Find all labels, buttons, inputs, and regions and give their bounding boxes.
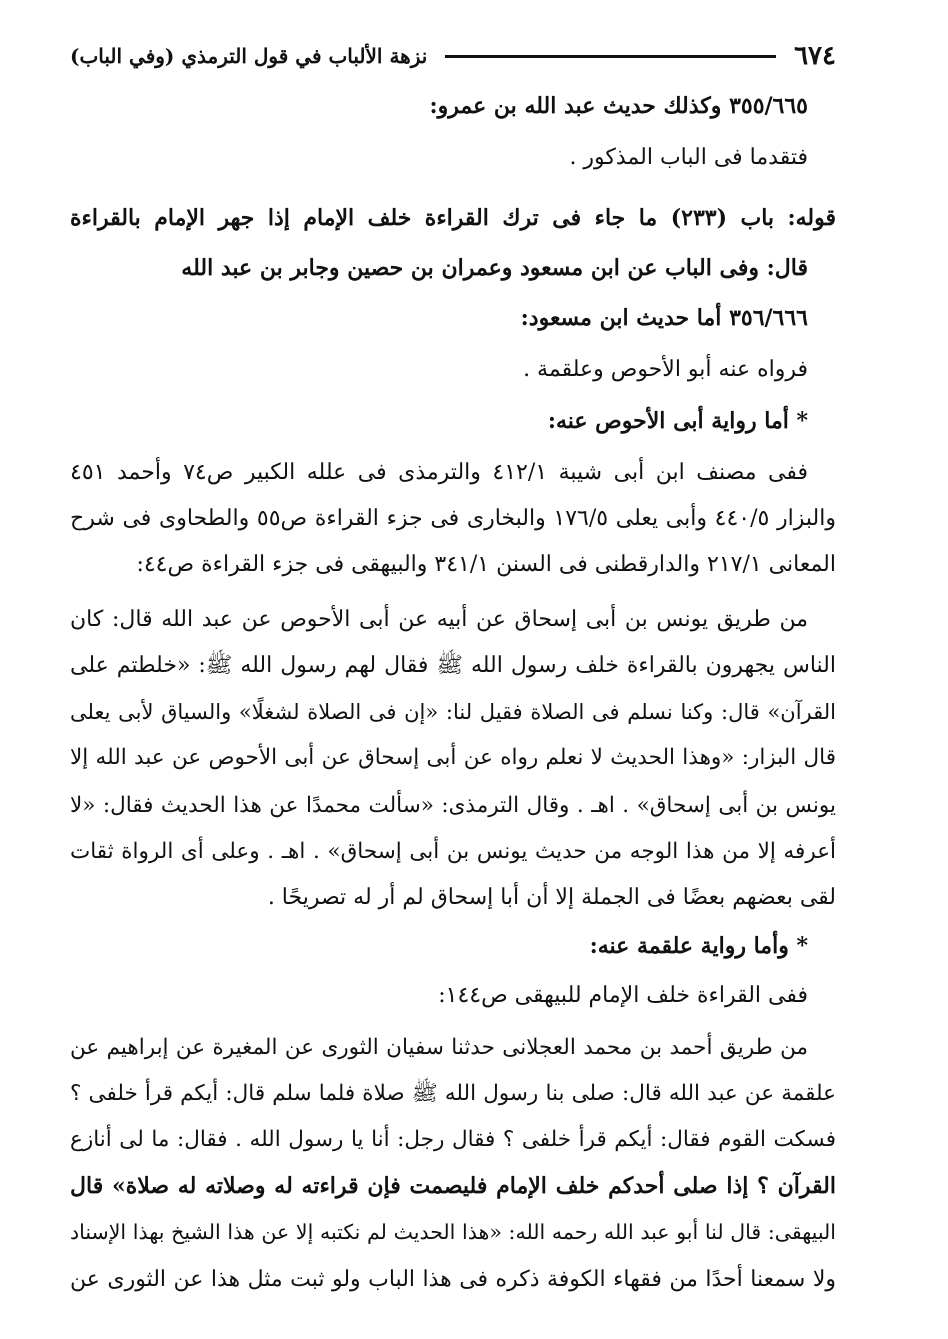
text-line: من طريق يونس بن أبى إسحاق عن أبيه عن أبى الأحوص عن عبد الله قال: كان (70, 607, 808, 632)
text-line: يونس بن أبى إسحاق» . اهـ . وقال الترمذى: «سألت محمدًا عن هذا الحديث فقال: «لا (70, 793, 836, 818)
text-line: قال: وفى الباب عن ابن مسعود وعمران بن حصين وجابر بن عبد الله (181, 255, 808, 281)
text-line: القرآن» قال: وكنا نسلم فى الصلاة فقيل لنا: «إن فى الصلاة لشغلًا» والسياق لأبى يعلى (70, 700, 836, 724)
subheading: * أما رواية أبى الأحوص عنه: (547, 408, 808, 434)
text-line: والبزار ٤٤٠/٥ وأبى يعلى ١٧٦/٥ والبخارى فى جزء القراءة ص٥٥ والطحاوى فى شرح (70, 506, 836, 531)
header-rule (445, 55, 776, 58)
text-line: المعانى ٢١٧/١ والدارقطنى فى السنن ٣٤١/١ والبيهقى فى جزء القراءة ص٤٤: (136, 552, 836, 577)
section-heading: قوله: باب (٢٣٣) ما جاء فى ترك القراءة خلف الإمام إذا جهر الإمام بالقراءة (70, 205, 836, 231)
text-line: القرآن ؟ إذا صلى أحدكم خلف الإمام فليصمت فإن قراءته له وصلاته له صلاة» قال (70, 1173, 836, 1199)
text-line: فتقدما فى الباب المذكور . (569, 145, 808, 170)
text-line: ولا سمعنا أحدًا من فقهاء الكوفة ذكره فى هذا الباب ولو ثبت مثل هذا عن الثورى عن (70, 1267, 836, 1292)
text-line: فرواه عنه أبو الأحوص وعلقمة . (523, 357, 808, 382)
text-line: لقى بعضهم بعضًا فى الجملة إلا أن أبا إسحاق لم أر له تصريحًا . (267, 885, 836, 910)
text-line: ٣٥٥/٦٦٥ وكذلك حديث عبد الله بن عمرو: (429, 93, 808, 119)
running-title: نزهة الألباب في قول الترمذي (وفي الباب) (70, 44, 428, 68)
text-line: من طريق أحمد بن محمد العجلانى حدثنا سفيان الثورى عن المغيرة عن إبراهيم عن (70, 1035, 808, 1060)
text-line: البيهقى: قال لنا أبو عبد الله رحمه الله: «هذا الحديث لم نكتبه إلا عن هذا الشيخ بهذا الإسناد (70, 1220, 836, 1244)
text-line: ٣٥٦/٦٦٦ أما حديث ابن مسعود: (520, 305, 808, 331)
text-line: ففى القراءة خلف الإمام للبيهقى ص١٤٤: (438, 983, 808, 1008)
text-line: ففى مصنف ابن أبى شيبة ٤١٢/١ والترمذى فى علله الكبير ص٧٤ وأحمد ٤٥١ (70, 460, 808, 485)
text-line: قال البزار: «وهذا الحديث لا نعلم رواه عن أبى إسحاق عن أبى الأحوص عن عبد الله إلا (70, 745, 836, 770)
text-line: فسكت القوم فقال: أيكم قرأ خلفى ؟ فقال رجل: أنا يا رسول الله . فقال: ما لى أنازع (70, 1127, 836, 1152)
text-line: الناس يجهرون بالقراءة خلف رسول الله ﷺ فقال لهم رسول الله ﷺ: «خلطتم على (70, 653, 836, 678)
page-header (70, 36, 836, 76)
text-line: علقمة عن عبد الله قال: صلى بنا رسول الله ﷺ صلاة فلما سلم قال: أيكم قرأ خلفى ؟ (70, 1081, 836, 1106)
text-line: أعرفه إلا من هذا الوجه من حديث يونس بن أبى إسحاق» . اهـ . وعلى أى الرواة ثقات (70, 839, 836, 864)
subheading: * وأما رواية علقمة عنه: (589, 933, 808, 959)
page-number: ٦٧٤ (794, 41, 836, 71)
